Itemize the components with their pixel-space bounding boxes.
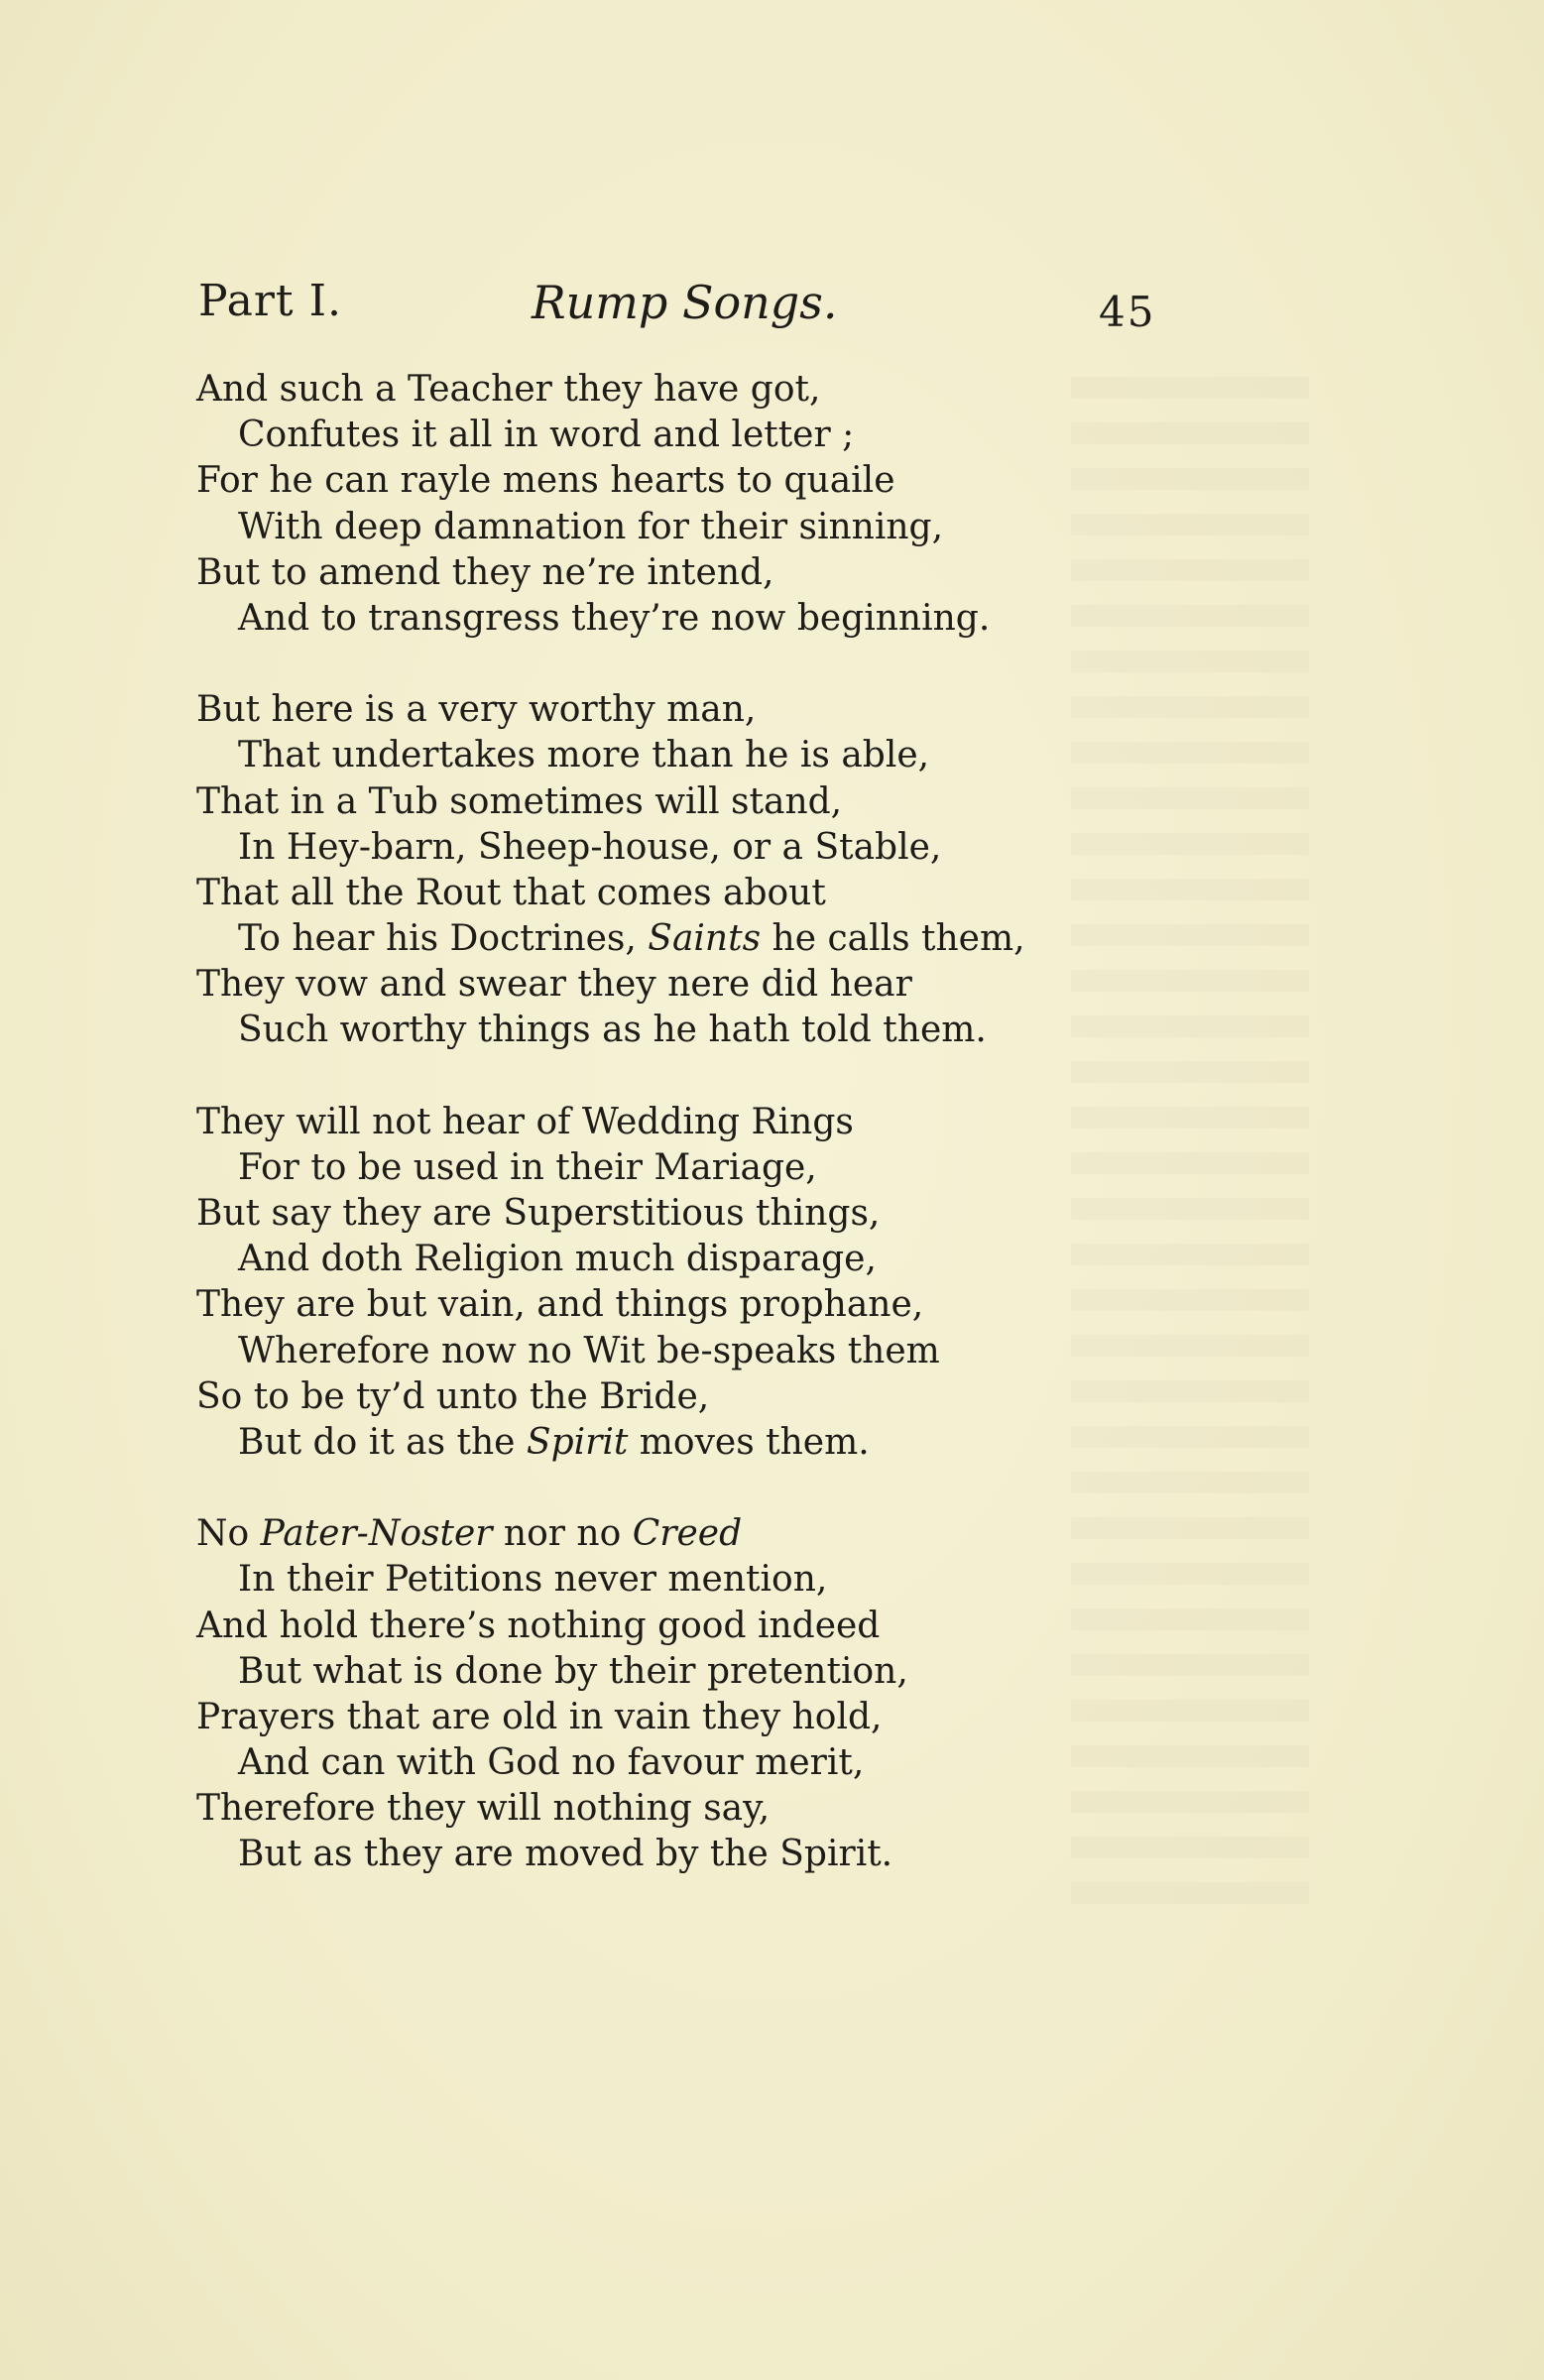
verse-line [196, 1420, 1337, 1466]
verse-line: And to transgress they’re now beginning. [238, 597, 991, 639]
verse-text: moves them. [628, 1421, 870, 1463]
stanza-3 [196, 1100, 1337, 1467]
verse-line: But what is done by their pretention, [238, 1650, 908, 1692]
verse-line: So to be ty’d unto the Bride, [196, 1375, 710, 1417]
verse-line: They vow and swear they nere did hear [196, 964, 912, 1006]
verse-line: And doth Religion much disparage, [238, 1239, 877, 1280]
stanza-1 [196, 367, 1337, 642]
verse-line: With deep damnation for their sinning, [238, 506, 944, 547]
verse-line: But say they are Superstitious things, [196, 1193, 881, 1234]
verse-line: But to amend they ne’re intend, [196, 551, 774, 593]
verse-line: In their Petitions never mention, [238, 1559, 828, 1601]
stanza-2 [196, 687, 1337, 1054]
verse-line: Such worthy things as he hath told them. [238, 1010, 987, 1051]
verse-line: In Hey-barn, Sheep-house, or a Stable, [238, 826, 942, 868]
part-label: Part I. [198, 276, 342, 326]
verse-line: But as they are moved by the Spirit. [238, 1834, 893, 1875]
running-title: Rump Songs. [532, 276, 838, 329]
verse-text: But do it as the [238, 1421, 527, 1463]
italic-word: Pater-Noster [260, 1513, 493, 1555]
verse-line: Confutes it all in word and letter ; [238, 415, 855, 456]
verse-line: And can with God no favour merit, [238, 1742, 865, 1784]
verse-line: For to be used in their Mariage, [238, 1146, 817, 1188]
page-number: 45 [1099, 288, 1156, 336]
verse-line: For he can rayle mens hearts to quaile [196, 460, 895, 502]
italic-word: Creed [632, 1513, 743, 1555]
verse-text: nor no [492, 1513, 633, 1555]
stanza-4 [196, 1511, 1337, 1878]
italic-word: Spirit [526, 1421, 629, 1463]
verse-line: And hold there’s nothing good indeed [196, 1605, 881, 1646]
verse-line: That in a Tub sometimes will stand, [196, 780, 843, 822]
verse-line: That undertakes more than he is able, [238, 735, 930, 776]
verse-text: he calls them, [761, 918, 1025, 960]
verse-line: That all the Rout that comes about [196, 872, 826, 913]
verse-text: No [196, 1513, 261, 1555]
italic-word: Saints [648, 918, 762, 960]
verse-line: They are but vain, and things prophane, [196, 1284, 924, 1326]
verse-line: And such a Teacher they have got, [196, 369, 821, 410]
verse-line: Wherefore now no Wit be-speaks them [238, 1330, 940, 1371]
verse-line: Prayers that are old in vain they hold, [196, 1696, 883, 1737]
verse-text: To hear his Doctrines, [238, 918, 649, 960]
running-head [0, 276, 1544, 335]
verse-line: But here is a very worthy man, [196, 689, 757, 731]
poem-body [196, 367, 1337, 1924]
verse-line: Therefore they will nothing say, [196, 1788, 771, 1830]
verse-line [196, 1511, 1337, 1557]
verse-line [196, 916, 1337, 962]
verse-line: They will not hear of Wedding Rings [196, 1101, 854, 1142]
